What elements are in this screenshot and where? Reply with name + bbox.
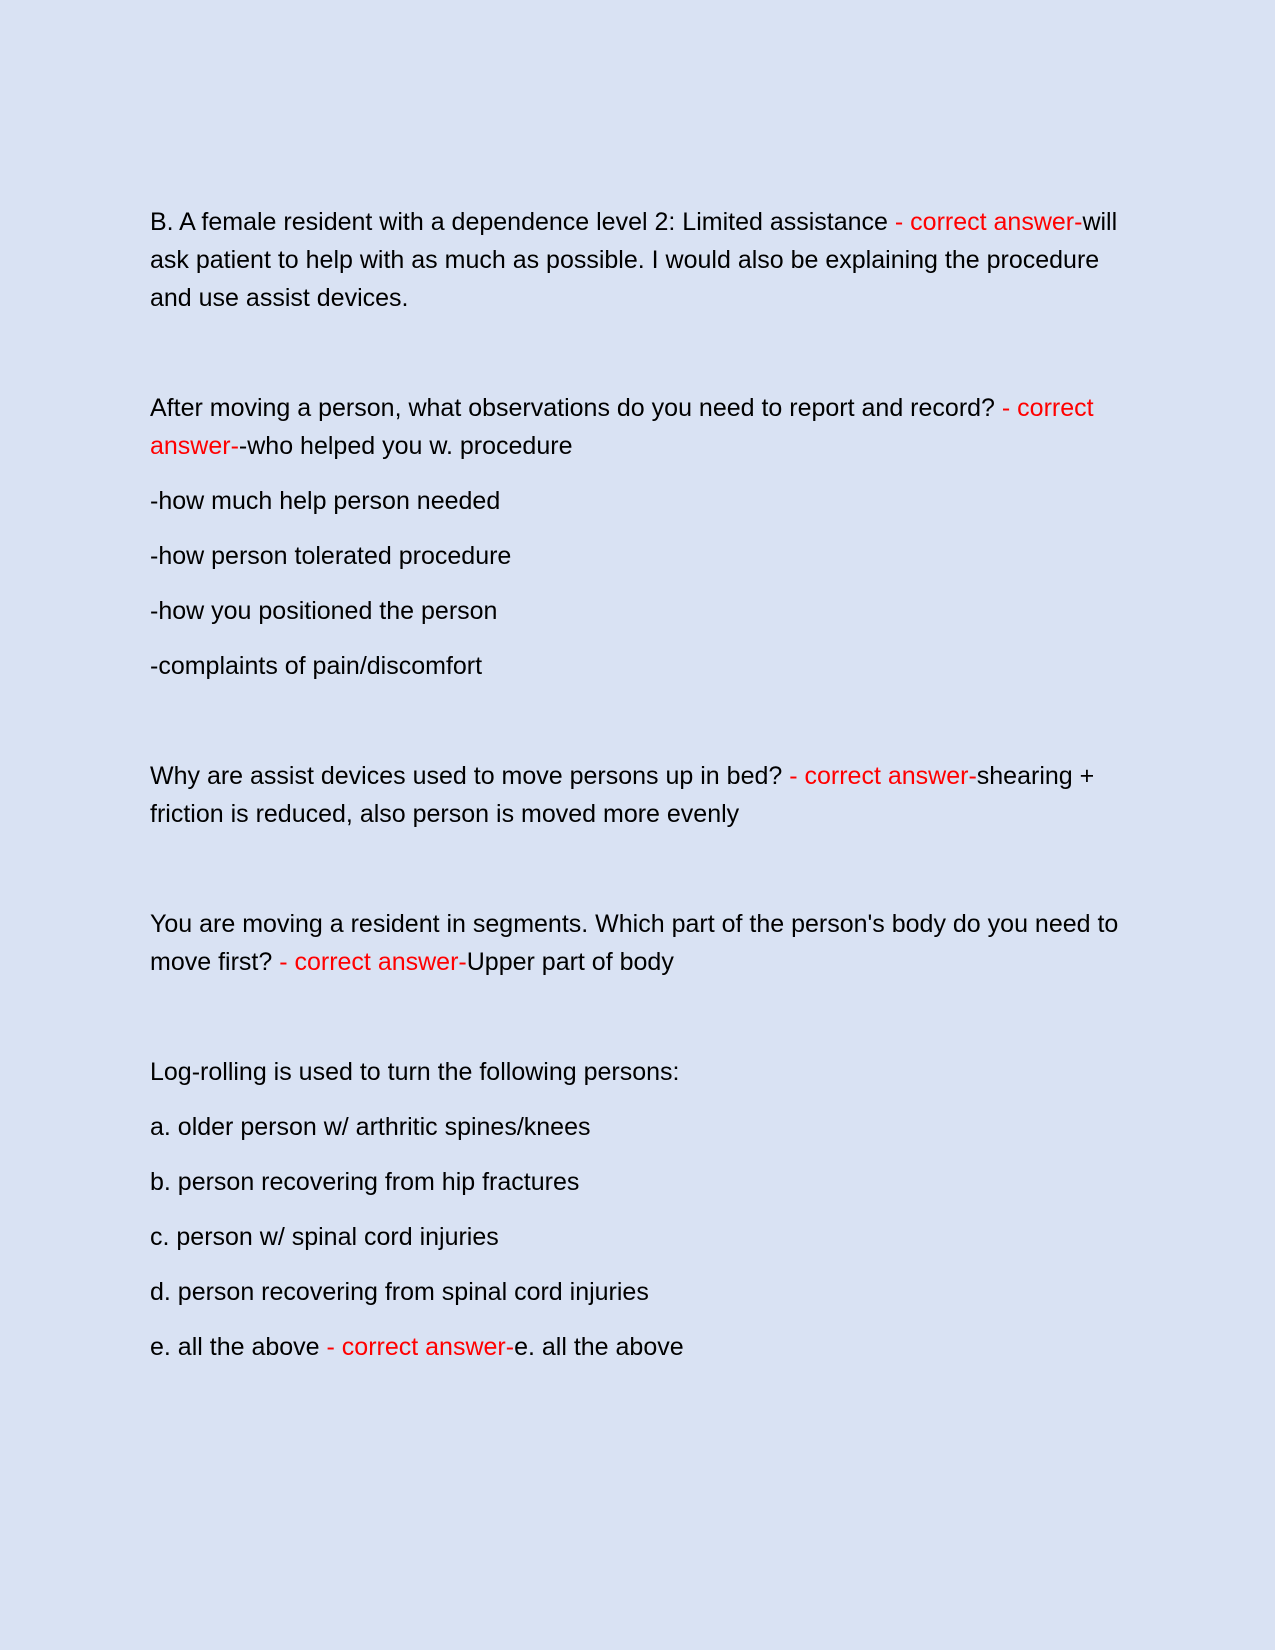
question-2-answer-label: - correct answer-	[150, 394, 1094, 460]
option-item: c. person w/ spinal cord injuries	[150, 1223, 499, 1251]
question-4	[150, 905, 1140, 981]
option-item: a. older person w/ arthritic spines/knees	[150, 1113, 591, 1141]
question-2-line	[150, 389, 1140, 465]
question-1	[150, 203, 1140, 317]
option-item-last	[150, 1328, 1140, 1366]
option-item: d. person recovering from spinal cord injuries	[150, 1278, 649, 1306]
question-1-answer-label: - correct answer-	[894, 208, 1083, 236]
question-5	[150, 1053, 1140, 1366]
list-item: -how you positioned the person	[150, 597, 498, 625]
list-item: -how person tolerated procedure	[150, 542, 512, 570]
question-3-answer-label: - correct answer-	[789, 762, 977, 790]
option-item: b. person recovering from hip fractures	[150, 1168, 580, 1196]
question-4-text: You are moving a resident in segments. Which part of the person's body do you need to move first?	[150, 910, 1119, 976]
question-5-answer-label: - correct answer-	[326, 1333, 515, 1361]
question-2-text: After moving a person, what observations do you need to report and record?	[150, 394, 1002, 422]
question-2-answer: -who helped you w. procedure	[238, 432, 573, 460]
document-content	[150, 203, 1140, 1366]
question-5-answer: e. all the above	[514, 1333, 684, 1361]
list-item: -how much help person needed	[150, 487, 501, 515]
question-4-answer-label: - correct answer-	[279, 948, 467, 976]
question-1-answer: will ask patient to help with as much as possible. I would also be explaining the procedure and use assist devices.	[150, 208, 1118, 312]
question-1-text: B. A female resident with a dependence level 2: Limited assistance	[150, 208, 895, 236]
question-3-answer: shearing + friction is reduced, also person is moved more evenly	[150, 762, 1095, 828]
question-3	[150, 757, 1140, 833]
question-3-text: Why are assist devices used to move persons up in bed?	[150, 762, 790, 790]
question-4-answer: Upper part of body	[466, 948, 674, 976]
option-e-text: e. all the above	[150, 1333, 327, 1361]
question-5-text: Log-rolling is used to turn the following persons:	[150, 1058, 680, 1086]
question-2	[150, 389, 1140, 685]
list-item: -complaints of pain/discomfort	[150, 652, 483, 680]
